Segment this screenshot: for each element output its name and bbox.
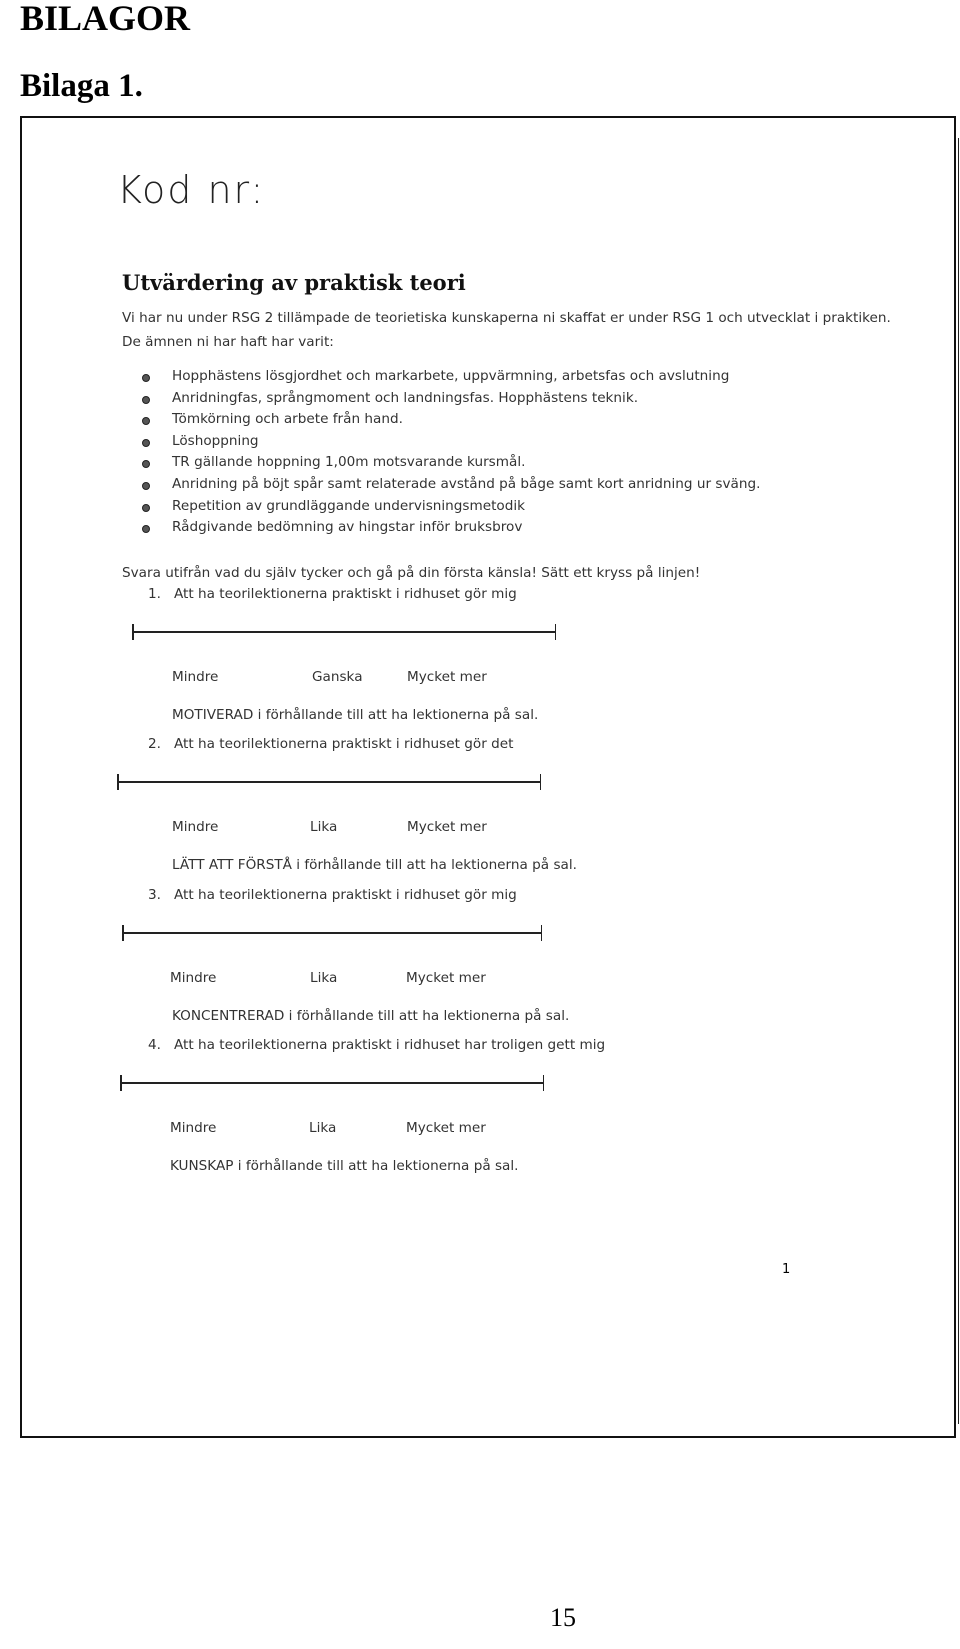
question-number: 2. bbox=[148, 736, 161, 752]
topic-list bbox=[140, 366, 760, 539]
scale-option-high: Mycket mer bbox=[406, 970, 486, 986]
list-item: Löshoppning bbox=[140, 431, 760, 453]
question-text: Att ha teorilektionerna praktiskt i ridhuset gör det bbox=[174, 736, 514, 752]
question-text: Att ha teorilektionerna praktiskt i ridhuset gör mig bbox=[174, 586, 517, 602]
question-1 bbox=[22, 586, 958, 746]
question-consequence: LÄTT ATT FÖRSTÅ i förhållande till att ha lektionerna på sal. bbox=[172, 857, 577, 873]
question-2 bbox=[22, 736, 958, 896]
list-item: Repetition av grundläggande undervisningsmetodik bbox=[140, 496, 760, 518]
scale-option-low: Mindre bbox=[172, 669, 219, 685]
scale-option-low: Mindre bbox=[170, 1120, 217, 1136]
question-number: 4. bbox=[148, 1037, 161, 1053]
appendix-subheading: Bilaga 1. bbox=[20, 68, 143, 104]
list-item: Rådgivande bedömning av hingstar inför bruksbrov bbox=[140, 517, 760, 539]
scale-option-low: Mindre bbox=[170, 970, 217, 986]
question-number: 3. bbox=[148, 887, 161, 903]
list-item: Anridningfas, språngmoment och landningsfas. Hopphästens teknik. bbox=[140, 388, 760, 410]
question-number: 1. bbox=[148, 586, 161, 602]
scale-option-low: Mindre bbox=[172, 819, 219, 835]
form-instruction: Svara utifrån vad du själv tycker och gå på din första känsla! Sätt ett kryss på linjen! bbox=[122, 565, 701, 581]
code-number-label: Kod nr: bbox=[117, 168, 266, 212]
scale-option-high: Mycket mer bbox=[407, 819, 487, 835]
scale-option-mid: Lika bbox=[310, 819, 338, 835]
form-title: Utvärdering av praktisk teori bbox=[122, 270, 466, 295]
question-text: Att ha teorilektionerna praktiskt i ridhuset gör mig bbox=[174, 887, 517, 903]
scan-page-number: 1 bbox=[782, 1262, 791, 1277]
appendix-heading: BILAGOR bbox=[20, 0, 191, 38]
rating-scale-line[interactable] bbox=[117, 771, 541, 793]
list-item: Tömkörning och arbete från hand. bbox=[140, 409, 760, 431]
page-number: 15 bbox=[550, 1603, 576, 1632]
scale-option-mid: Lika bbox=[310, 970, 338, 986]
list-item: Anridning på böjt spår samt relaterade avstånd på båge samt kort anridning ur sväng. bbox=[140, 474, 760, 496]
list-item: TR gällande hoppning 1,00m motsvarande kursmål. bbox=[140, 452, 760, 474]
scan-edge-line bbox=[958, 138, 959, 1424]
rating-scale-line[interactable] bbox=[122, 922, 542, 944]
scale-option-high: Mycket mer bbox=[407, 669, 487, 685]
scale-option-high: Mycket mer bbox=[406, 1120, 486, 1136]
scale-option-mid: Lika bbox=[309, 1120, 337, 1136]
list-item: Hopphästens lösgjordhet och markarbete, uppvärmning, arbetsfas och avslutning bbox=[140, 366, 760, 388]
question-3 bbox=[22, 887, 958, 1047]
rating-scale-line[interactable] bbox=[132, 621, 556, 643]
question-text: Att ha teorilektionerna praktiskt i ridhuset har troligen gett mig bbox=[174, 1037, 606, 1053]
scanned-form bbox=[20, 116, 956, 1438]
question-consequence: KUNSKAP i förhållande till att ha lektionerna på sal. bbox=[170, 1158, 519, 1174]
rating-scale-line[interactable] bbox=[120, 1072, 544, 1094]
scale-option-mid: Ganska bbox=[312, 669, 363, 685]
form-intro: Vi har nu under RSG 2 tillämpade de teorietiska kunskaperna ni skaffat er under RSG 1 och utvecklat i praktiken. De ämnen ni har haft har varit: bbox=[122, 310, 891, 350]
question-consequence: KONCENTRERAD i förhållande till att ha lektionerna på sal. bbox=[172, 1008, 570, 1024]
question-4 bbox=[22, 1037, 958, 1197]
question-consequence: MOTIVERAD i förhållande till att ha lektionerna på sal. bbox=[172, 707, 539, 723]
